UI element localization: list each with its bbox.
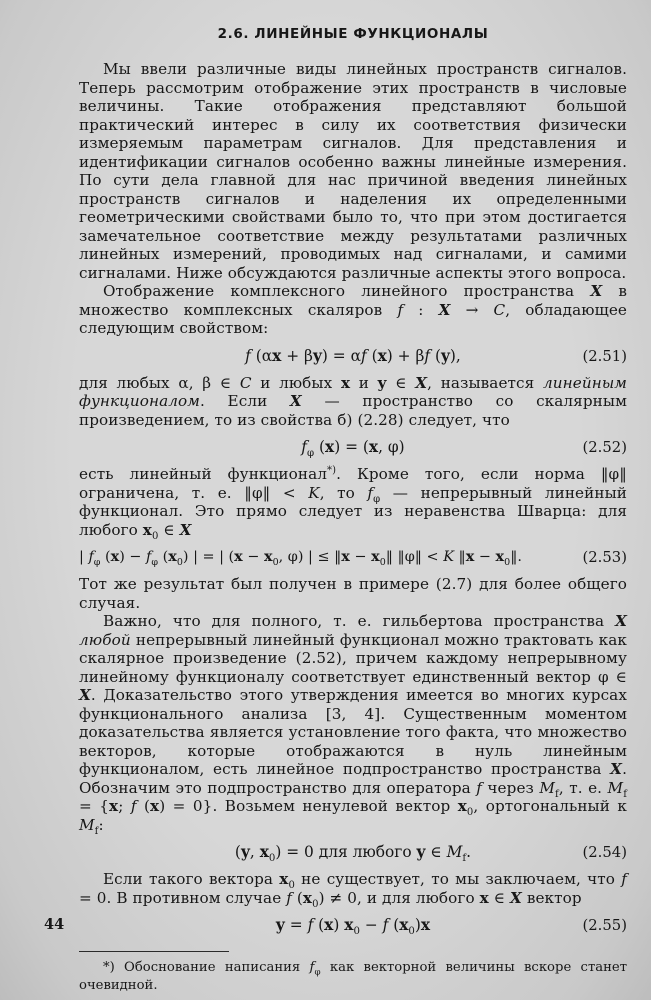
page-number: 44: [44, 916, 65, 933]
paragraph-zero-functional: Если такого вектора $x_0$ не существует, то мы заключаем, что f = 0. В противном случае f $(x_0) \ne 0$, и для любого x ∈ X вектор: [79, 870, 627, 910]
equation-2-55: [79, 915, 627, 938]
equation-2-52-number: (2.52): [582, 439, 627, 456]
footnote: [79, 951, 627, 994]
paragraph-intro: Мы ввели различные виды линейных пространств сигналов. Теперь рассмотрим отображение этих пространств в числовые величины. Такие отображения представляют большой практический интерес в силу их соответствия физически измеряемым параметрам сигналов. Для представления и идентификации сигналов особенно важны линейные измерения. По сути дела главной для нас причиной введения линейных пространств сигналов и наделения их определенными геометрическими свойствами было то, что при этом достигается замечательное соответствие между результатами различных линейных измерений, проводимых над сигналами, и самими сигналами. Ниже обсуждаются различные аспекты этого вопроса.: [79, 60, 627, 282]
equation-2-53: [79, 547, 627, 567]
footnote-text: *) Обоснование написания $f_\varphi$ как векторной величины вскоре станет очевидной.: [79, 960, 627, 993]
equation-2-55-body: y = f (x) $x_0 - f$ $(x_0)x$: [275, 916, 431, 938]
equation-2-54: [79, 842, 627, 865]
equation-2-55-number: (2.55): [582, 917, 627, 934]
equation-2-52-body: $f_\varphi$ (x) = (x, φ): [301, 438, 405, 460]
section-title: 2.6. ЛИНЕЙНЫЕ ФУНКЦИОНАЛЫ: [217, 26, 489, 42]
equation-2-51-body: f (αx + βy) = αf (x) + βf (y),: [245, 346, 461, 365]
equation-2-54-body: (y, $x_0) = 0$ для любого y ∈ $M_f$.: [234, 843, 472, 865]
paragraph-hilbert-space: Важно, что для полного, т. е. гильбертова пространства X любой непрерывный линейный функционал можно трактовать как скалярное произведение (2.52), причем каждому непрерывному линейному функционалу соответствует единственный вектор φ ∈ X. Доказательство этого утверждения имеется во многих курсах функционального анализа [3, 4]. Существенным моментом доказательства является установление того факта, что множество векторов, которые отображаются в нуль линейным функционалом, есть линейное подпространство пространства X. Обозначим это подпространство для оператора f через $M_f$, т. е. $M_f = \{x$; f (x) = 0}. Возьмем ненулевой вектор $x_0$, ортогональный к $M_f$:: [79, 612, 627, 837]
equation-2-51: [79, 346, 627, 366]
equation-2-51-number: (2.51): [582, 347, 627, 365]
paragraph-mapping-definition: Отображение комплексного линейного пространства X в множество комплексных скаляров f : X → C, обладающее следующим свойством:: [79, 282, 627, 337]
equation-2-52: [79, 437, 627, 460]
paragraph-same-result: Тот же результат был получен в примере (2.7) для более общего случая.: [79, 575, 627, 612]
page-content: [79, 26, 627, 994]
paragraph-linear-functional: для любых α, β ∈ C и любых x и y ∈ X, называется линейным функционалом. Если X — пространство со скалярным произведением, то из свойства б) (2.28) следует, что: [79, 373, 627, 429]
footnote-rule: [79, 951, 229, 952]
paragraph-continuity: есть линейный функционал*). Кроме того, если норма ‖φ‖ ограничена, т. е. ‖φ‖ < K, то $f_\varphi$ — непрерывный линейный функционал. Это прямо следует из неравенства Шварца: для любого $x_0$ ∈ X: [79, 464, 627, 542]
equation-2-53-body: | $f_\varphi$ $(x) - f_\varphi$ $(x_0)$ | = | ($x - x_0$, φ) | ≤ ‖x − $x_0‖$ ‖φ‖ < K ‖x − $x_0‖$.: [79, 548, 522, 568]
equation-2-54-number: (2.54): [582, 844, 627, 861]
equation-2-53-number: (2.53): [582, 549, 627, 566]
